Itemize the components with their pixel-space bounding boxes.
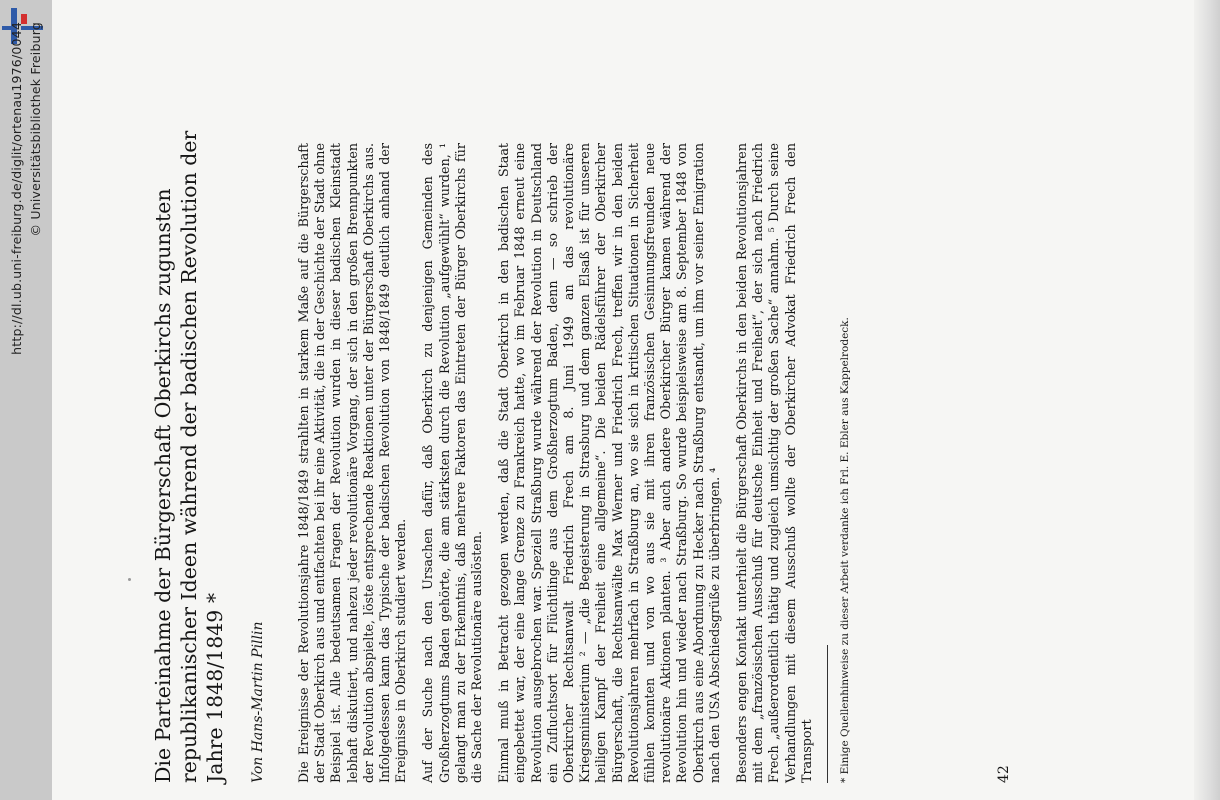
paragraph: Die Ereignisse der Revolutionsjahre 1848/1849 strahlten in starkem Maße auf die Bürgerschaft der Stadt Oberkirch aus und entfachten bei ihr eine Aktivität, die in der Geschichte der Stadt ohne Beispiel ist. Alle bedeutsamen Fragen der Revolution wurden in dieser badischen Kleinstadt lebhaft diskutiert, und nahezu jeder revolutionäre Vorgang, der sich in den großen Brennpunkten der Revolution abspielte, löste entsprechende Reaktionen unter der Bürgerschaft Oberkirchs aus. Infolgedessen kann das Typische der badischen Revolution von 1848/1849 deutlich anhand der Ereignisse in Oberkirch studiert werden. <box>296 143 409 783</box>
footnote-divider <box>827 645 828 783</box>
paragraph: Auf der Suche nach den Ursachen dafür, daß Oberkirch zu denjenigen Gemeinden des Großherzogtums Baden gehörte, die am stärksten durch die Revolution „aufgewühlt“ wurden, ¹ gelangt man zu der Erkenntnis, daß mehrere Faktoren das Eintreten der Bürger Oberkirchs für die Sache der Revolutionäre auslösten. <box>420 143 485 783</box>
page-edge-shadow <box>1194 0 1220 800</box>
page-number: 42 <box>996 765 1012 783</box>
footnote: * Einige Quellenhinweise zu dieser Arbeit verdanke ich Frl. E. Ebler aus Kappelrodeck. <box>839 317 852 783</box>
watermark-url: http://dl.ub.uni-freiburg.de/diglit/ortenau1976/0044 <box>9 22 24 355</box>
article-title: Die Parteinahme der Bürgerschaft Oberkirchs zugunsten republikanischer Ideen während der badischen Revolution der Jahre 1848/1849 * <box>151 130 227 783</box>
watermark-copyright: © Universitätsbibliothek Freiburg <box>28 22 43 237</box>
rotated-article <box>150 130 1012 783</box>
article-body <box>296 143 863 783</box>
viewer-left-strip <box>0 0 52 800</box>
article-author: Von Hans-Martin Pillin <box>250 621 266 783</box>
watermark <box>0 0 52 800</box>
page-speck <box>128 578 131 581</box>
paragraph: Einmal muß in Betracht gezogen werden, daß die Stadt Oberkirch in den badischen Staat eingebettet war, der eine lange Grenze zu Frankreich hatte, wo im Februar 1848 erneut eine Revolution ausgebrochen war. Speziell Straßburg wurde während der Revolution in Deutschland ein Zufluchtsort für Flüchtlinge aus dem Großherzogtum Baden, denn — so schrieb der Oberkircher Rechtsanwalt Friedrich Frech am 8. Juni 1949 an das revolutionäre Kriegsministerium ² — „die Begeisterung in Strasburg und dem ganzen Elsaß ist für unseren heiligen Kampf der Freiheit eine allgemeine“. Die beiden Rädelsführer der Oberkircher Bürgerschaft, die Rechtsanwälte Max Werner und Friedrich Frech, treffen wir in den beiden Revolutionsjahren mehrfach in Straßburg an, wo sie sich in kritischen Situationen in Sicherheit fühlen konnten und von wo aus sie mit ihren französischen Gesinnungsfreunden neue revolutionäre Aktionen planten. ³ Aber auch andere Oberkircher Bürger kamen während der Revolution hin und wieder nach Straßburg. So wurde beispielsweise am 8. September 1848 von Oberkirch aus eine Abordnung zu Hecker nach Straßburg entsandt, um ihm vor seiner Emigration nach den USA Abschiedsgrüße zu überbringen. ⁴ <box>496 143 722 783</box>
paragraph: Besonders engen Kontakt unterhielt die Bürgerschaft Oberkirchs in den beiden Revolutionsjahren mit dem „französischen Ausschuß für deutsche Einheit und Freiheit“, der sich nach Friedrich Frech „außerordentlich thätig und zugleich umsichtig der großen Sache“ annahm. ⁵ Durch seine Verhandlungen mit diesem Ausschuß wollte der Oberkircher Advokat Friedrich Frech den Transport <box>734 143 814 783</box>
